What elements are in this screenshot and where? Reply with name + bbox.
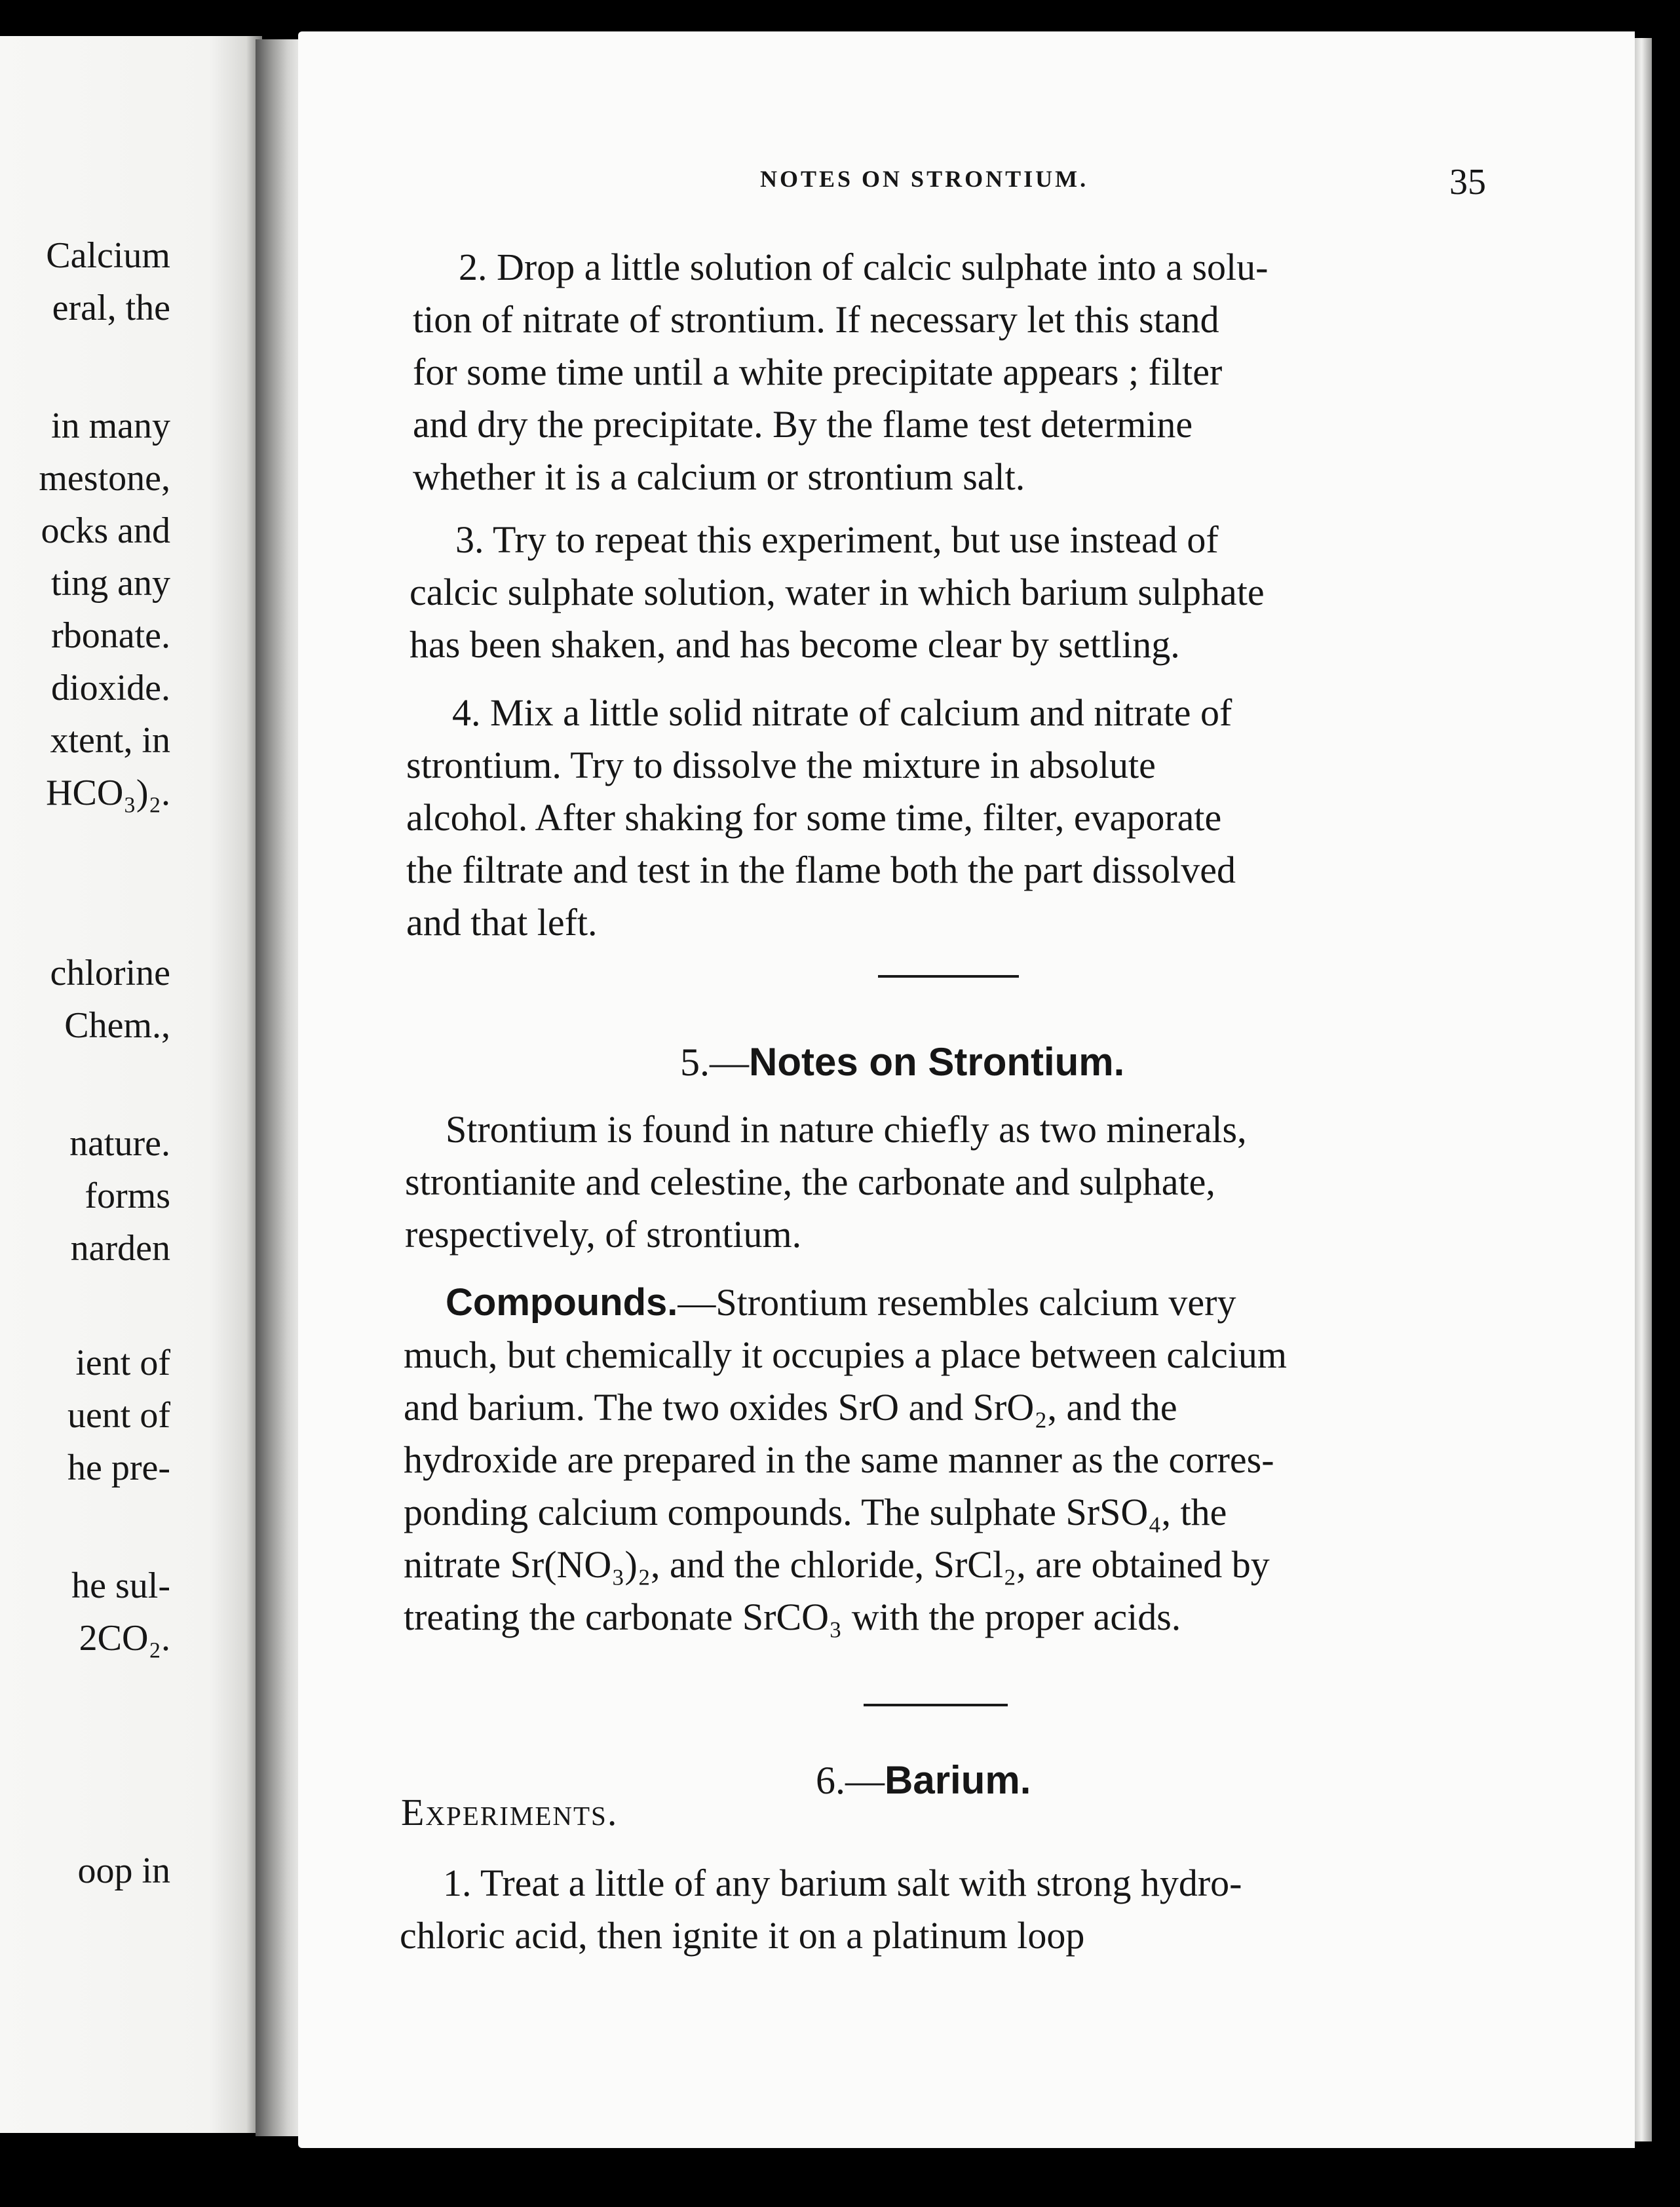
facing-page-fragment: chlorine (50, 953, 170, 993)
text-line: ponding calcium compounds. The sulphate SrSO₄, the (404, 1491, 1227, 1533)
facing-page-fragment: uent of (67, 1395, 170, 1436)
running-header: NOTES ON STRONTIUM. (760, 166, 1089, 192)
text-line: 3. Try to repeat this experiment, but use instead of (455, 518, 1219, 561)
text-line: whether it is a calcium or strontium salt. (413, 455, 1025, 498)
facing-page-fragment: xtent, in (50, 720, 170, 761)
facing-page-fragment: dioxide. (51, 668, 170, 708)
facing-page-fragment: Calcium (46, 235, 170, 276)
facing-page-fragment: he sul- (71, 1565, 170, 1606)
text-line: 2. Drop a little solution of calcic sulphate into a solu- (459, 246, 1269, 288)
facing-page-fragment: ocks and (41, 510, 170, 551)
section-number: 6.— (816, 1759, 885, 1802)
text-line: strontium. Try to dissolve the mixture in absolute (406, 744, 1156, 786)
facing-page-fragment: in many (51, 406, 170, 446)
facing-page-fragment: oop in (77, 1851, 170, 1891)
text-line: and that left. (406, 901, 598, 944)
text-line: has been shaken, and has become clear by settling. (410, 623, 1180, 666)
facing-page-fragment: 2CO₂. (79, 1618, 170, 1659)
facing-page (0, 36, 262, 2133)
text-line: Strontium is found in nature chiefly as two minerals, (446, 1108, 1247, 1151)
text-line: calcic sulphate solution, water in which barium sulphate (410, 571, 1265, 613)
section-title: Barium. (885, 1758, 1031, 1802)
page-edge (1635, 38, 1652, 2141)
text-line: hydroxide are prepared in the same manner as the corres- (404, 1438, 1274, 1481)
section-heading (680, 1039, 1124, 1085)
page-number: 35 (1449, 162, 1486, 202)
facing-page-fragment: nature. (69, 1123, 170, 1164)
text-line: treating the carbonate SrCO₃ with the proper acids. (404, 1596, 1181, 1638)
text-line: strontianite and celestine, the carbonate and sulphate, (405, 1161, 1215, 1203)
text-line: and barium. The two oxides SrO and SrO₂, and the (404, 1386, 1177, 1429)
facing-page-fragment: HCO₃)₂. (46, 773, 170, 813)
text-line: 1. Treat a little of any barium salt with strong hydro- (443, 1862, 1242, 1904)
text-line: and dry the precipitate. By the flame test determine (413, 403, 1193, 446)
facing-page-fragment: forms (85, 1176, 170, 1216)
compounds-label: Compounds. (446, 1281, 678, 1324)
text-line: much, but chemically it occupies a place between calcium (404, 1334, 1287, 1376)
experiments-label: Experiments. (401, 1791, 619, 1833)
facing-page-fragment: Chem., (64, 1005, 170, 1046)
section-heading (816, 1757, 1031, 1803)
text-line: tion of nitrate of strontium. If necessary let this stand (413, 298, 1219, 341)
text-line: —Strontium resembles calcium very (678, 1281, 1236, 1324)
compounds-paragraph-start (446, 1279, 1236, 1326)
text-line: 4. Mix a little solid nitrate of calcium and nitrate of (452, 691, 1232, 734)
text-line: alcohol. After shaking for some time, filter, evaporate (406, 796, 1222, 839)
section-title: Notes on Strontium. (749, 1040, 1125, 1084)
section-divider (864, 1704, 1008, 1706)
facing-page-fragment: mestone, (39, 458, 170, 499)
text-line: the filtrate and test in the flame both the part dissolved (406, 849, 1236, 891)
book-gutter (256, 39, 301, 2136)
text-line: chloric acid, then ignite it on a platinum loop (400, 1914, 1085, 1957)
text-line: for some time until a white precipitate appears ; filter (413, 351, 1223, 393)
section-number: 5.— (680, 1041, 749, 1084)
section-divider (878, 975, 1019, 978)
text-line: nitrate Sr(NO₃)₂, and the chloride, SrCl₂, are obtained by (404, 1543, 1270, 1586)
facing-page-fragment: he pre- (67, 1448, 170, 1488)
facing-page-fragment: ient of (75, 1343, 170, 1383)
facing-page-fragment: narden (70, 1228, 170, 1269)
text-line: respectively, of strontium. (405, 1213, 802, 1256)
facing-page-fragment: eral, the (52, 288, 170, 328)
facing-page-fragment: ting any (51, 563, 170, 604)
facing-page-fragment: rbonate. (51, 615, 170, 656)
